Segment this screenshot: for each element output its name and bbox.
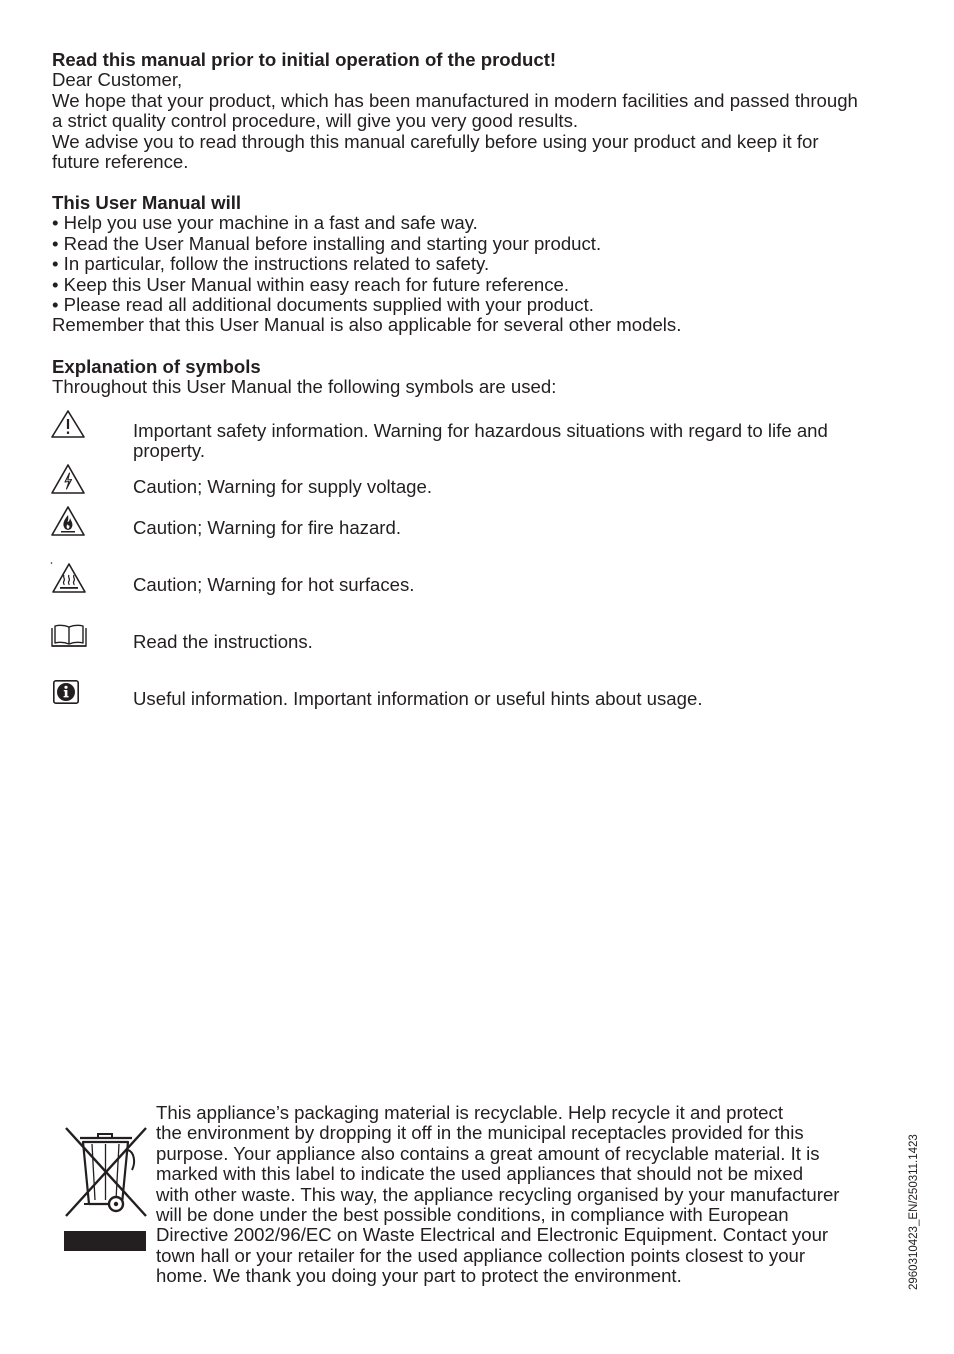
- recycling-line: will be done under the best possible conditions, in compliance with European: [156, 1204, 789, 1226]
- manual-bullet: • Help you use your machine in a fast and safe way.: [52, 212, 478, 234]
- symbols-heading: Explanation of symbols: [52, 356, 261, 377]
- intro-paragraph-1-line-2: a strict quality control procedure, will give you very good results.: [52, 110, 579, 132]
- fire-hazard-icon: [50, 505, 86, 541]
- symbols-intro: Throughout this User Manual the following symbols are used:: [52, 376, 557, 398]
- intro-heading: Read this manual prior to initial operation of the product!: [52, 49, 557, 70]
- manual-bullet: • Please read all additional documents supplied with your product.: [52, 294, 594, 316]
- recycling-line: This appliance’s packaging material is recyclable. Help recycle it and protect: [156, 1102, 783, 1123]
- weee-marking-bar: [64, 1231, 146, 1251]
- manual-will-heading: This User Manual will: [52, 192, 242, 213]
- recycling-line: the environment by dropping it off in the municipal receptacles provided for this: [156, 1122, 804, 1144]
- recycling-line: town hall or your retailer for the used appliance collection points closest to your: [156, 1244, 806, 1266]
- manual-bullet: • In particular, follow the instructions related to safety.: [52, 253, 490, 275]
- info-icon: [53, 680, 79, 708]
- salutation: Dear Customer,: [52, 69, 183, 91]
- intro-paragraph-1-line-1: We hope that your product, which has been manufactured in modern facilities and passed through: [52, 89, 858, 111]
- intro-paragraph-2-line-2: future reference.: [52, 151, 189, 173]
- symbol-text-safety: Important safety information. Warning for hazardous situations with regard to life and property.: [133, 420, 828, 462]
- manual-bullet: • Read the User Manual before installing and starting your product.: [52, 232, 602, 254]
- book-icon: [50, 624, 88, 654]
- electric-hazard-icon: [50, 463, 86, 499]
- recycling-line: marked with this label to indicate the used appliances that should not be mixed: [156, 1163, 804, 1185]
- crossed-out-bin-icon: [62, 1124, 150, 1232]
- recycling-paragraph: [156, 1103, 896, 1287]
- symbols-section-header: [52, 357, 912, 398]
- recycling-line: home. We thank you doing your part to protect the environment.: [156, 1265, 682, 1287]
- document-code: 2960310423_EN/250311.1423: [908, 1134, 920, 1290]
- warning-triangle-icon: [50, 409, 86, 443]
- recycling-line: purpose. Your appliance also contains a great amount of recyclable material. It is: [156, 1142, 820, 1164]
- symbol-text-instructions: Read the instructions.: [133, 631, 313, 652]
- intro-section: [52, 50, 912, 172]
- recycling-line: Directive 2002/96/EC on Waste Electrical and Electronic Equipment. Contact your: [156, 1224, 829, 1246]
- hot-surface-icon: [50, 561, 88, 599]
- symbol-text-voltage: Caution; Warning for supply voltage.: [133, 476, 433, 497]
- symbol-text-fire: Caution; Warning for fire hazard.: [133, 517, 402, 538]
- manual-will-section: [52, 193, 912, 336]
- symbol-text-hot-surface: Caution; Warning for hot surfaces.: [133, 574, 415, 595]
- manual-models-note: Remember that this User Manual is also applicable for several other models.: [52, 314, 682, 336]
- symbol-text-useful-info: Useful information. Important information or useful hints about usage.: [133, 688, 703, 709]
- intro-paragraph-2-line-1: We advise you to read through this manual carefully before using your product and keep it for: [52, 130, 819, 152]
- manual-bullet: • Keep this User Manual within easy reach for future reference.: [52, 273, 570, 295]
- recycling-line: with other waste. This way, the appliance recycling organised by your manufacturer: [156, 1183, 840, 1205]
